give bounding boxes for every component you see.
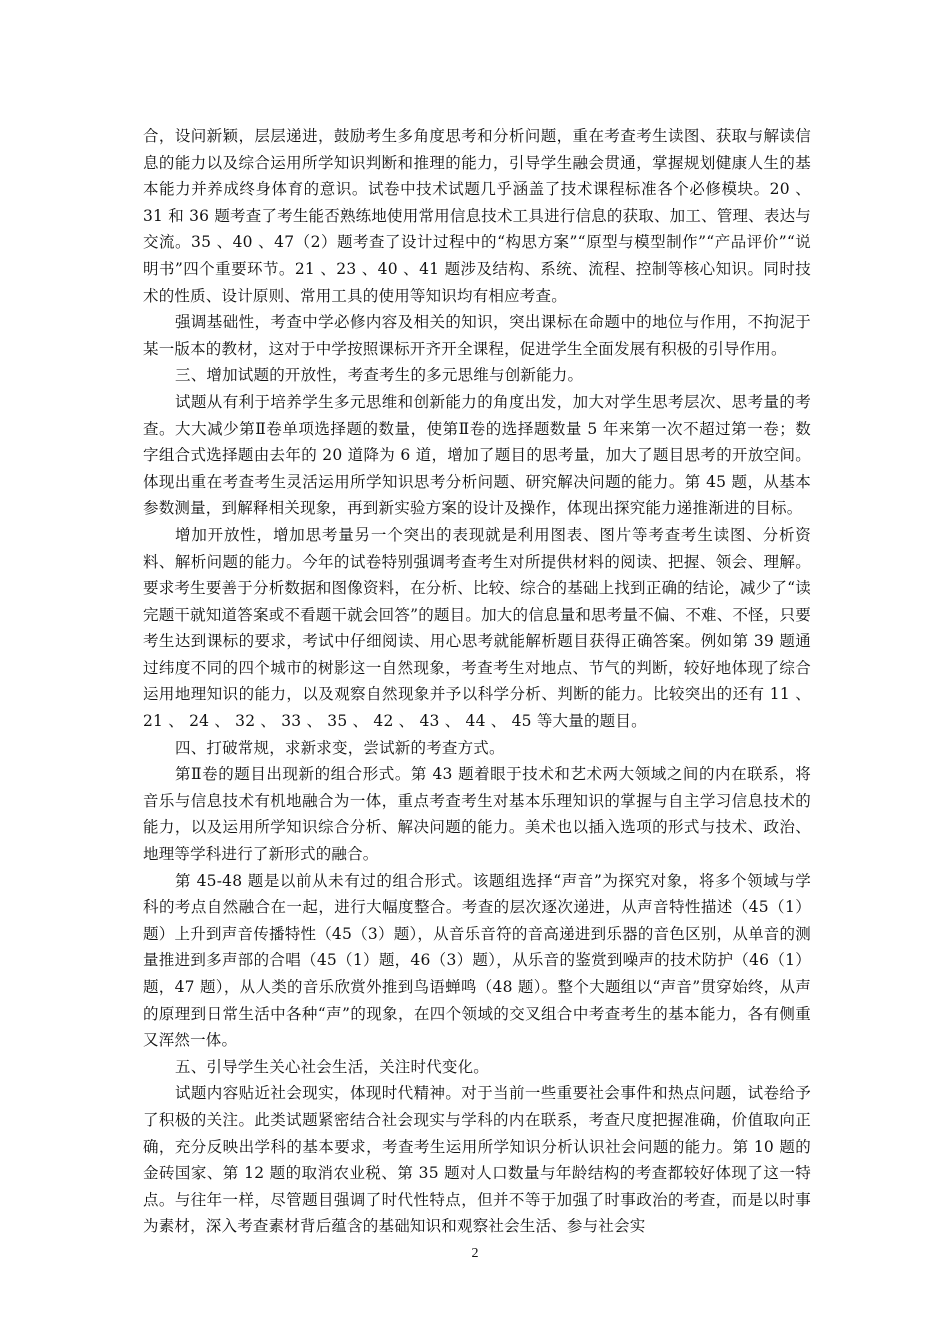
paragraph: 强调基础性，考查中学必修内容及相关的知识，突出课标在命题中的地位与作用，不拘泥于某一版本的教材，这对于中学按照课标开齐开全课程，促进学生全面发展有积极的引导作用。 bbox=[143, 313, 811, 358]
paragraph: 试题内容贴近社会现实，体现时代精神。对于当前一些重要社会事件和热点问题，试卷给予了积极的关注。此类试题紧密结合社会现实与学科的内在联系，考查尺度把握准确，价值取向正确，充分反映出学科的基本要求，考查考生运用所学知识分析认识社会问题的能力。第 10 题的金砖国家、第 12 题的取消农业税、第 35 题对人口数量与年龄结构的考查都较好体现了这一特点。与往年一样，尽管题目强调了时代性特点，但并不等于加强了时事政治的考查，而是以时事为素材，深入考查素材背后蕴含的基础知识和观察社会生活、参与社会实 bbox=[143, 1084, 811, 1236]
document-body bbox=[143, 123, 811, 1240]
paragraph: 第Ⅱ卷的题目出现新的组合形式。第 43 题着眼于技术和艺术两大领域之间的内在联系，将音乐与信息技术有机地融合为一体，重点考查考生对基本乐理知识的掌握与自主学习信息技术的能力，以及运用所学知识综合分析、解决问题的能力。美术也以插入选项的形式与技术、政治、地理等学科进行了新形式的融合。 bbox=[143, 765, 811, 864]
section-heading: 三、增加试题的开放性，考查考生的多元思维与创新能力。 bbox=[175, 366, 584, 385]
section-heading: 四、打破常规，求新求变，尝试新的考查方式。 bbox=[175, 738, 505, 757]
paragraph: 增加开放性，增加思考量另一个突出的表现就是利用图表、图片等考查考生读图、分析资料、解析问题的能力。今年的试卷特别强调考查考生对所提供材料的阅读、把握、领会、理解。要求考生要善于分析数据和图像资料，在分析、比较、综合的基础上找到正确的结论，减少了“读完题干就知道答案或不看题干就会回答”的题目。加大的信息量和思考量不偏、不难、不怪，只要考生达到课标的要求，考试中仔细阅读、用心思考就能解析题目获得正确答案。例如第 39 题通过纬度不同的四个城市的树影这一自然现象，考查考生对地点、节气的判断，较好地体现了综合运用地理知识的能力，以及观察自然现象并予以科学分析、判断的能力。比较突出的还有 11 、 21 、 24 、 32 、 33 、 35 、 42 、 43 、 44 、 45 等大量的题目。 bbox=[143, 525, 811, 731]
paragraph: 试题从有利于培养学生多元思维和创新能力的角度出发，加大对学生思考层次、思考量的考查。大大减少第Ⅱ卷单项选择题的数量，使第Ⅱ卷的选择题数量 5 年来第一次不超过第一卷；数字组合式选择题由去年的 20 道降为 6 道，增加了题目的思考量，加大了题目思考的开放空间。体现出重在考查考生灵活运用所学知识思考分析问题、研究解决问题的能力。第 45 题，从基本参数测量，到解释相关现象，再到新实验方案的设计及操作，体现出探究能力递推渐进的目标。 bbox=[143, 392, 811, 518]
section-heading: 五、引导学生关心社会生活，关注时代变化。 bbox=[175, 1057, 490, 1076]
page-number: 2 bbox=[471, 1246, 479, 1261]
paragraph-continuation: 合，设问新颖，层层递进，鼓励考生多角度思考和分析问题，重在考查考生读图、获取与解读信息的能力以及综合运用所学知识判断和推理的能力，引导学生融会贯通，掌握规划健康人生的基本能力并养成终身体育的意识。试卷中技术试题几乎涵盖了技术课程标准各个必修模块。20 、31 和 36 题考查了考生能否熟练地使用常用信息技术工具进行信息的获取、加工、管理、表达与交流。35 、40 、47（2）题考查了设计过程中的“构思方案”“原型与模型制作”“产品评价”“说明书”四个重要环节。21 、23 、40 、41 题涉及结构、系统、流程、控制等核心知识。同时技术的性质、设计原则、常用工具的使用等知识均有相应考查。 bbox=[143, 127, 811, 305]
paragraph: 第 45-48 题是以前从未有过的组合形式。该题组选择“声音”为探究对象，将多个领域与学科的考点自然融合在一起，进行大幅度整合。考查的层次逐次递进，从声音特性描述（45（1）题）上升到声音传播特性（45（3）题），从音乐音符的音高递进到乐器的音色区别，从单音的测量推进到多声部的合唱（45（1）题，46（3）题），从乐音的鉴赏到噪声的技术防护（46（1）题，47 题），从人类的音乐欣赏外推到鸟语蝉鸣（48 题）。整个大题组以“声音”贯穿始终，从声的原理到日常生活中各种“声”的现象，在四个领域的交叉组合中考查考生的基本能力，各有侧重又浑然一体。 bbox=[143, 871, 811, 1050]
